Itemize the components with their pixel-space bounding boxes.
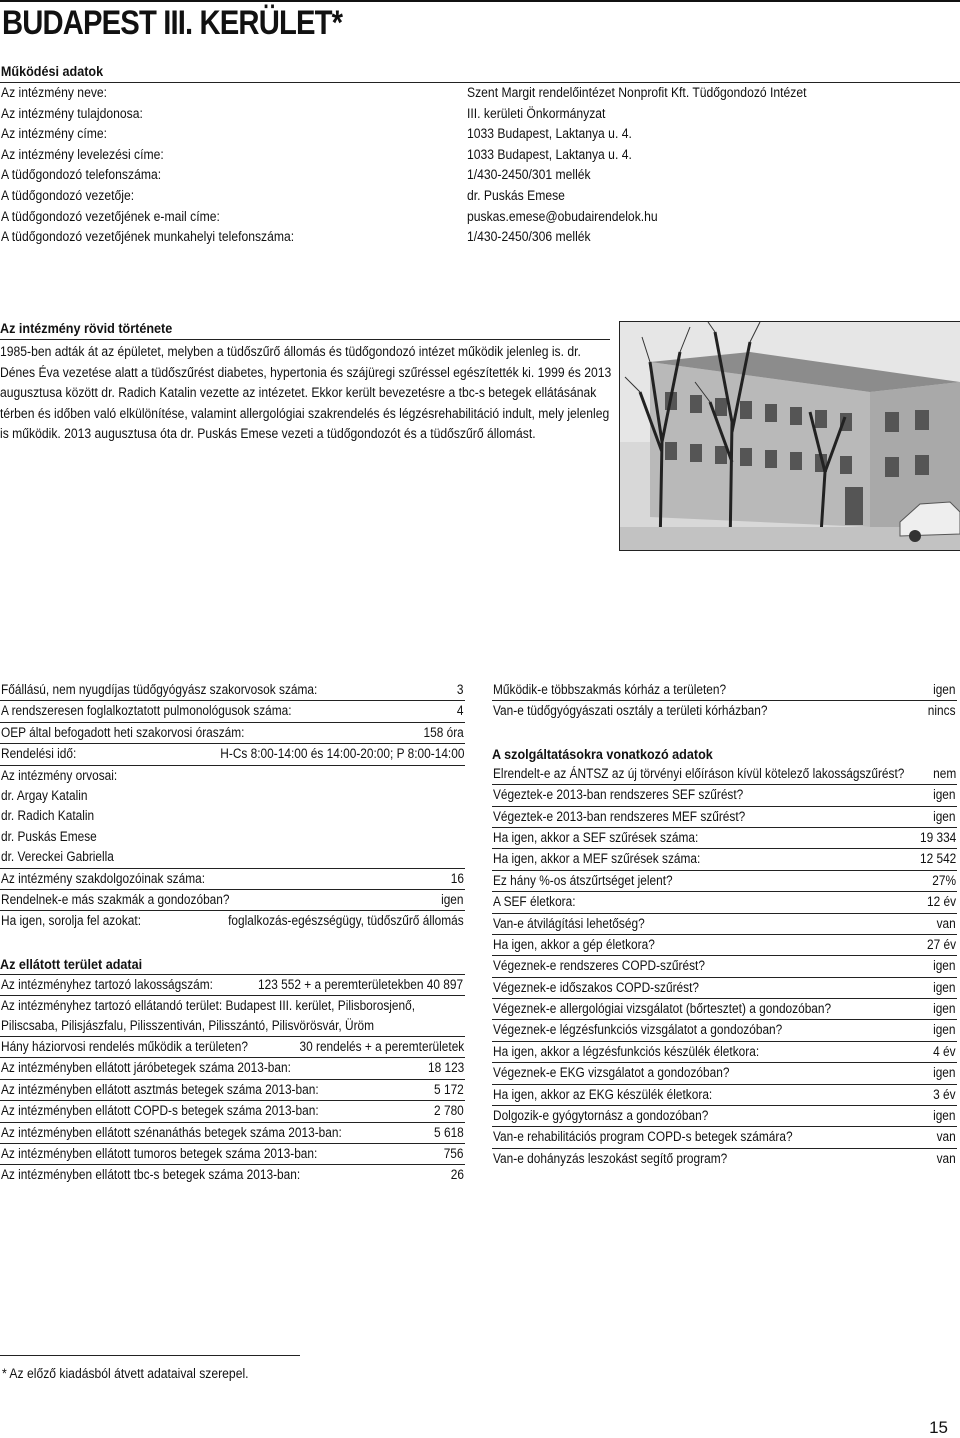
row-label: Az intézményben ellátott járóbetegek száma 2013-ban:	[1, 1060, 291, 1076]
doctor-name: dr. Argay Katalin	[1, 787, 88, 803]
staff-row	[0, 722, 465, 743]
row-value: igen	[933, 1022, 956, 1038]
row-label: Az intézmény szakdolgozóinak száma:	[1, 870, 206, 886]
staff-row	[0, 743, 465, 764]
service-row	[492, 998, 957, 1019]
service-row	[492, 1126, 957, 1147]
row-label: Az intézmény orvosai:	[1, 767, 118, 783]
service-row	[492, 1062, 957, 1083]
doctor-name: dr. Vereckei Gabriella	[1, 849, 114, 865]
territory-row	[0, 995, 465, 1036]
row-label: Az intézményben ellátott asztmás betegek száma 2013-ban:	[1, 1081, 319, 1097]
row-value: 26	[450, 1167, 464, 1183]
doctor-row	[0, 847, 465, 867]
row-label: Ha igen, akkor a gép életkora?	[493, 936, 655, 952]
doctor-name: dr. Radich Katalin	[1, 808, 95, 824]
row-label: Ez hány %-os átszűrtséget jelent?	[493, 872, 673, 888]
row-label: Ha igen, akkor a MEF szűrések száma:	[493, 851, 701, 867]
row-value: 756	[444, 1146, 464, 1162]
row-label: Az intézmény tulajdonosa:	[1, 105, 143, 121]
row-value: igen	[933, 682, 956, 697]
row-label: Rendelnek-e más szakmák a gondozóban?	[1, 891, 230, 907]
area-row	[0, 1036, 465, 1057]
row-label: Az intézmény neve:	[1, 85, 108, 100]
operating-data-rows	[0, 83, 960, 248]
service-row	[492, 913, 957, 934]
service-row	[492, 870, 957, 891]
row-value: 12 év	[926, 894, 956, 910]
row-label: A tüdőgondozó vezetője:	[1, 187, 135, 203]
row-label: Elrendelt-e az ÁNTSZ az új törvényi előíráson kívül kötelező lakosságszűrést?	[493, 765, 905, 781]
service-row	[492, 764, 957, 784]
row-label: Végeznek-e EKG vizsgálatot a gondozóban?	[493, 1065, 730, 1081]
row-value: 5 618	[434, 1124, 464, 1140]
row-label: Működik-e többszakmás kórház a területen?	[493, 682, 727, 697]
row-value: 3 év	[933, 1086, 956, 1102]
divider	[0, 339, 610, 340]
row-value: 4	[457, 703, 464, 719]
service-row	[492, 848, 957, 869]
row-label: Az intézményben ellátott COPD-s betegek száma 2013-ban:	[1, 1103, 319, 1119]
staff-row	[0, 868, 465, 889]
history-section	[0, 318, 612, 445]
row-value: dr. Puskás Emese	[467, 187, 565, 203]
row-label: Főállású, nem nyugdíjas tüdőgyógyász szakorvosok száma:	[1, 682, 318, 697]
doctor-row	[0, 786, 465, 806]
row-label: A rendszeresen foglalkoztatott pulmonológusok száma:	[1, 703, 292, 719]
row-label: Végeznek-e légzésfunkciós vizsgálatot a gondozóban?	[493, 1022, 783, 1038]
row-value: nem	[932, 765, 956, 781]
row-value: 18 123	[427, 1060, 464, 1076]
row-value: 27%	[932, 872, 956, 888]
page-number: 15	[929, 1418, 948, 1437]
history-heading: Az intézmény rövid története	[0, 320, 173, 336]
service-row	[492, 1084, 957, 1105]
doctor-row	[0, 827, 465, 847]
row-label: OEP által befogadott heti szakorvosi óraszám:	[1, 724, 245, 740]
row-label: Végeznek-e allergológiai vizsgálatot (bőrtesztet) a gondozóban?	[493, 1001, 832, 1017]
service-row	[492, 827, 957, 848]
doctor-row	[0, 806, 465, 826]
operating-data-row	[0, 145, 960, 166]
row-label: Rendelési idő:	[1, 746, 77, 762]
row-value: igen	[933, 979, 956, 995]
row-label: Végeznek-e időszakos COPD-szűrést?	[493, 979, 700, 995]
row-value: 16	[450, 870, 464, 886]
row-label: Van-e dohányzás leszokást segítő program?	[493, 1150, 728, 1166]
service-row	[492, 891, 957, 912]
service-row	[492, 784, 957, 805]
row-label: A tüdőgondozó vezetőjének e-mail címe:	[1, 208, 220, 224]
building-photo	[619, 321, 960, 551]
service-row	[492, 806, 957, 827]
operating-data-row	[0, 186, 960, 207]
operating-data-row	[0, 207, 960, 228]
row-value: 1033 Budapest, Laktanya u. 4.	[467, 146, 632, 162]
row-label: A tüdőgondozó telefonszáma:	[1, 167, 162, 183]
service-row	[492, 1105, 957, 1126]
row-label: Van-e rehabilitációs program COPD-s betegek számára?	[493, 1129, 793, 1145]
row-label: Az intézményben ellátott tbc-s betegek száma 2013-ban:	[1, 1167, 301, 1183]
hospital-row	[492, 700, 957, 721]
service-row	[492, 934, 957, 955]
area-row	[0, 1079, 465, 1100]
row-value: van	[936, 1150, 956, 1166]
row-value: nincs	[928, 703, 956, 719]
staff-row	[0, 700, 465, 721]
row-value: 5 172	[434, 1081, 464, 1097]
row-value: igen	[933, 1065, 956, 1081]
title-bar	[0, 0, 960, 46]
row-label: Az intézmény címe:	[1, 126, 108, 142]
row-label: Az intézmény levelezési címe:	[1, 146, 164, 162]
operating-data-row	[0, 165, 960, 186]
row-value: 1/430-2450/301 mellék	[467, 167, 591, 183]
row-label: Hány háziorvosi rendelés működik a területen?	[1, 1039, 248, 1055]
building-photo-illustration	[620, 322, 960, 550]
row-value: 158 óra	[423, 724, 464, 740]
row-label: Az intézményben ellátott szénanáthás betegek száma 2013-ban:	[1, 1124, 342, 1140]
right-column	[492, 680, 957, 1169]
area-row	[0, 1100, 465, 1121]
page-title: BUDAPEST III. KERÜLET*	[2, 4, 343, 42]
operating-data-heading: Működési adatok	[0, 63, 104, 79]
row-label: Van-e tüdőgyógyászati osztály a területi kórházban?	[493, 703, 768, 719]
left-column	[0, 680, 465, 1186]
row-value: van	[936, 915, 956, 931]
row-value: 30 rendelés + a peremterületek	[299, 1039, 464, 1055]
operating-data-row	[0, 104, 960, 125]
row-label: A tüdőgondozó vezetőjének munkahelyi telefonszáma:	[1, 229, 295, 245]
row-value: 123 552 + a peremterületekben 40 897	[258, 976, 464, 992]
row-value: igen	[933, 1108, 956, 1124]
row-label: A SEF életkora:	[493, 894, 576, 910]
row-value: igen	[933, 808, 956, 824]
row-value: 3	[457, 682, 464, 697]
row-label: Dolgozik-e gyógytornász a gondozóban?	[493, 1108, 709, 1124]
row-value: Szent Margit rendelőintézet Nonprofit Kft. Tüdőgondozó Intézet	[467, 85, 807, 100]
service-row	[492, 1148, 957, 1169]
row-value: 2 780	[434, 1103, 464, 1119]
operating-data-row	[0, 83, 960, 104]
history-text: 1985-ben adták át az épületet, melyben a tüdőszűrő állomás és tüdőgondozó intézet működik jelenleg is. dr. Dénes Éva vezetése alatt a tüdőszűrést diabetes, hypertonia és szájüregi szűréssel egészítették ki. 1999 és 2013 augusztusa között dr. Radich Katalin vezette az intézetet. Ekkor került bevezetésre a tbc-s betegek ellátásának térben és időben való elkülönítése, valamint allergológiai szakrendelés és légzésrehabilitáció indult, mely jelenleg is működik. 2013 augusztusa óta dr. Puskás Emese vezeti a tüdőgondozót és a tüdőszűrő állomást.	[0, 344, 612, 441]
footnote: * Az előző kiadásból átvett adataival szerepel.	[2, 1366, 249, 1381]
staff-row	[0, 910, 465, 931]
population-row	[0, 974, 465, 995]
doctors-label-row	[0, 765, 465, 786]
row-value: 1033 Budapest, Laktanya u. 4.	[467, 126, 632, 142]
territory-text: Az intézményhez tartozó ellátandó terület: Budapest III. kerület, Pilisborosjenő, Piliscsaba, Pilisjászfalu, Pilisszentiván, Pilisszántó, Pilisvörösvár, Üröm	[1, 998, 416, 1033]
row-label: Ha igen, akkor a SEF szűrések száma:	[493, 829, 699, 845]
row-value: igen	[933, 1001, 956, 1017]
row-value: igen	[933, 787, 956, 803]
row-value: 12 542	[919, 851, 956, 867]
services-heading-text: A szolgáltatásokra vonatkozó adatok	[492, 745, 713, 762]
doctor-name: dr. Puskás Emese	[1, 828, 97, 844]
operating-data-row	[0, 227, 960, 248]
row-value: 4 év	[933, 1043, 956, 1059]
staff-row	[0, 889, 465, 910]
row-value: H-Cs 8:00-14:00 és 14:00-20:00; P 8:00-14:00	[219, 746, 464, 762]
row-value: foglalkozás-egészségügy, tüdőszűrő állomás	[228, 913, 464, 929]
operating-data-row	[0, 124, 960, 145]
area-heading	[0, 954, 465, 974]
hospital-row	[492, 680, 957, 700]
footnote-divider	[0, 1355, 300, 1356]
row-label: Ha igen, sorolja fel azokat:	[1, 913, 142, 929]
row-label: Ha igen, akkor a légzésfunkciós készülék életkora:	[493, 1043, 760, 1059]
operating-data-section	[0, 61, 960, 248]
row-value: 27 év	[926, 936, 956, 952]
row-value: 1/430-2450/306 mellék	[467, 229, 591, 245]
area-row	[0, 1122, 465, 1143]
row-label: Van-e átvilágítási lehetőség?	[493, 915, 645, 931]
row-value: puskas.emese@obudairendelok.hu	[467, 208, 658, 224]
service-row	[492, 955, 957, 976]
row-value: 19 334	[919, 829, 956, 845]
row-label: Végeztek-e 2013-ban rendszeres MEF szűrést?	[493, 808, 746, 824]
row-label: Végeznek-e rendszeres COPD-szűrést?	[493, 958, 705, 974]
services-heading	[492, 744, 957, 764]
service-row	[492, 977, 957, 998]
area-row	[0, 1143, 465, 1164]
service-row	[492, 1019, 957, 1040]
row-label: Az intézményben ellátott tumoros betegek száma 2013-ban:	[1, 1146, 318, 1162]
row-value: III. kerületi Önkormányzat	[467, 105, 606, 121]
row-value: van	[936, 1129, 956, 1145]
row-value: igen	[441, 891, 464, 907]
area-heading-text: Az ellátott terület adatai	[0, 955, 143, 972]
row-label: Végeztek-e 2013-ban rendszeres SEF szűrést?	[493, 787, 744, 803]
area-row	[0, 1164, 465, 1185]
row-label: Ha igen, akkor az EKG készülék életkora:	[493, 1086, 713, 1102]
staff-row	[0, 680, 465, 700]
row-value: igen	[933, 958, 956, 974]
row-label: Az intézményhez tartozó lakosságszám:	[1, 976, 213, 992]
service-row	[492, 1041, 957, 1062]
area-row	[0, 1057, 465, 1078]
